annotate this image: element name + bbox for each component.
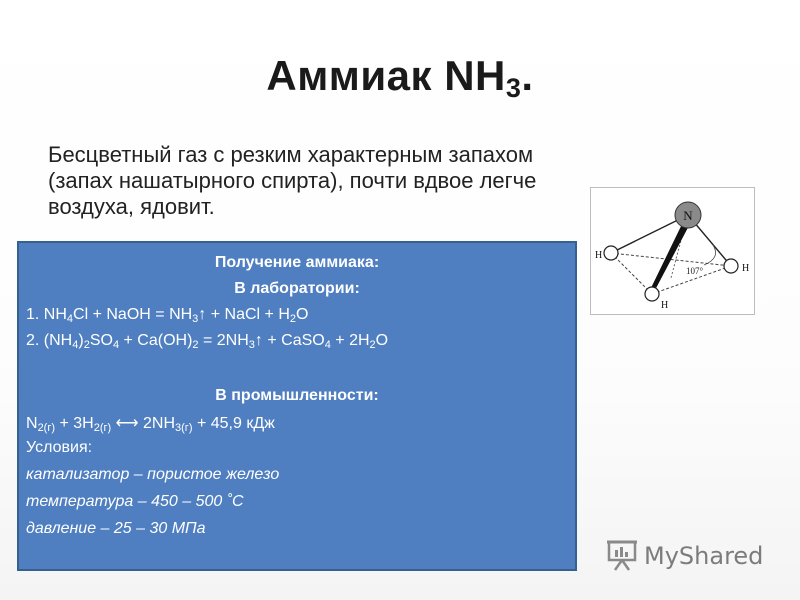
- equation-text: ⟷ 2NH: [111, 415, 176, 432]
- equation-text: + Ca(OH): [119, 332, 193, 349]
- lab-heading: В лаборатории:: [234, 280, 360, 297]
- equation-subscript: 2: [192, 339, 199, 351]
- hydrogen-label-front: H: [661, 300, 669, 311]
- equation-text: Cl + NaOH = NH: [73, 306, 193, 323]
- nitrogen-label: N: [683, 208, 693, 223]
- presentation-board-icon: [606, 538, 640, 572]
- title-dot: .: [521, 52, 534, 99]
- title-text: Аммиак NH: [266, 52, 506, 99]
- logo-text: MyShared: [644, 542, 764, 570]
- equation-text: + 3H: [55, 415, 94, 432]
- hydrogen-atom-left: [604, 246, 618, 260]
- condition-pressure: давление – 25 – 30 МПа: [26, 520, 206, 537]
- angle-label: 107°: [686, 266, 704, 276]
- equation-subscript: 3: [248, 339, 255, 351]
- condition-catalyst: катализатор – пористое железо: [26, 466, 280, 483]
- slide-title: [0, 52, 800, 104]
- equation-text: N: [26, 415, 38, 432]
- panel-heading: Получение аммиака:: [214, 254, 380, 271]
- molecule-svg: [591, 188, 756, 316]
- equation-subscript: 2(г): [37, 422, 56, 434]
- equation-text: ↑ + CaSO: [254, 332, 325, 349]
- bond-dashed-hh-2: [611, 253, 652, 294]
- bond-nh-wedge: [650, 218, 692, 292]
- equation-subscript: 2: [289, 313, 297, 325]
- equation-text: SO: [89, 332, 113, 349]
- equation-text: + 45,9 кДж: [192, 415, 275, 432]
- production-panel: [17, 241, 577, 571]
- hydrogen-atom-front: [645, 287, 659, 301]
- equation-text: + 2H: [330, 332, 370, 349]
- equation-text: 1. NH: [26, 306, 67, 323]
- equation-text: 2. (NH: [26, 332, 73, 349]
- equation-subscript: 4: [66, 313, 74, 325]
- ammonia-molecule-diagram: [590, 187, 755, 315]
- myshared-logo: [606, 536, 776, 576]
- equation-text: O: [375, 332, 389, 349]
- equation-subscript: 2(г): [93, 422, 112, 434]
- equation-subscript: 3(г): [175, 422, 193, 434]
- equation-subscript: 2: [369, 339, 376, 351]
- equation-industry: [26, 413, 275, 434]
- equation-lab-2: [26, 332, 388, 351]
- equation-text: = 2NH: [198, 332, 249, 349]
- equation-text: ↑ + NaCl + H: [198, 306, 290, 323]
- equation-subscript: 4: [72, 339, 79, 351]
- angle-arc: [704, 245, 716, 265]
- hydrogen-label-right: H: [742, 263, 750, 274]
- equation-text: O: [296, 306, 309, 323]
- equation-subscript: 3: [192, 313, 199, 325]
- equation-text: ): [78, 332, 84, 349]
- equation-subscript: 2: [83, 339, 90, 351]
- intro-paragraph: Бесцветный газ с резким характерным запахом (запах нашатырного спирта), почти вдвое легче воздуха, ядовит.: [48, 142, 537, 219]
- conditions-label: Условия:: [26, 439, 93, 456]
- condition-temperature: температура – 450 – 500 ˚С: [26, 493, 244, 510]
- equation-subscript: 4: [324, 339, 331, 351]
- equation-subscript: 4: [112, 339, 120, 351]
- industry-heading: В промышленности:: [215, 387, 379, 404]
- title-subscript: 3: [505, 73, 522, 103]
- hydrogen-label-left: H: [595, 250, 603, 261]
- equation-lab-1: [26, 306, 308, 325]
- hydrogen-atom-right: [724, 259, 738, 273]
